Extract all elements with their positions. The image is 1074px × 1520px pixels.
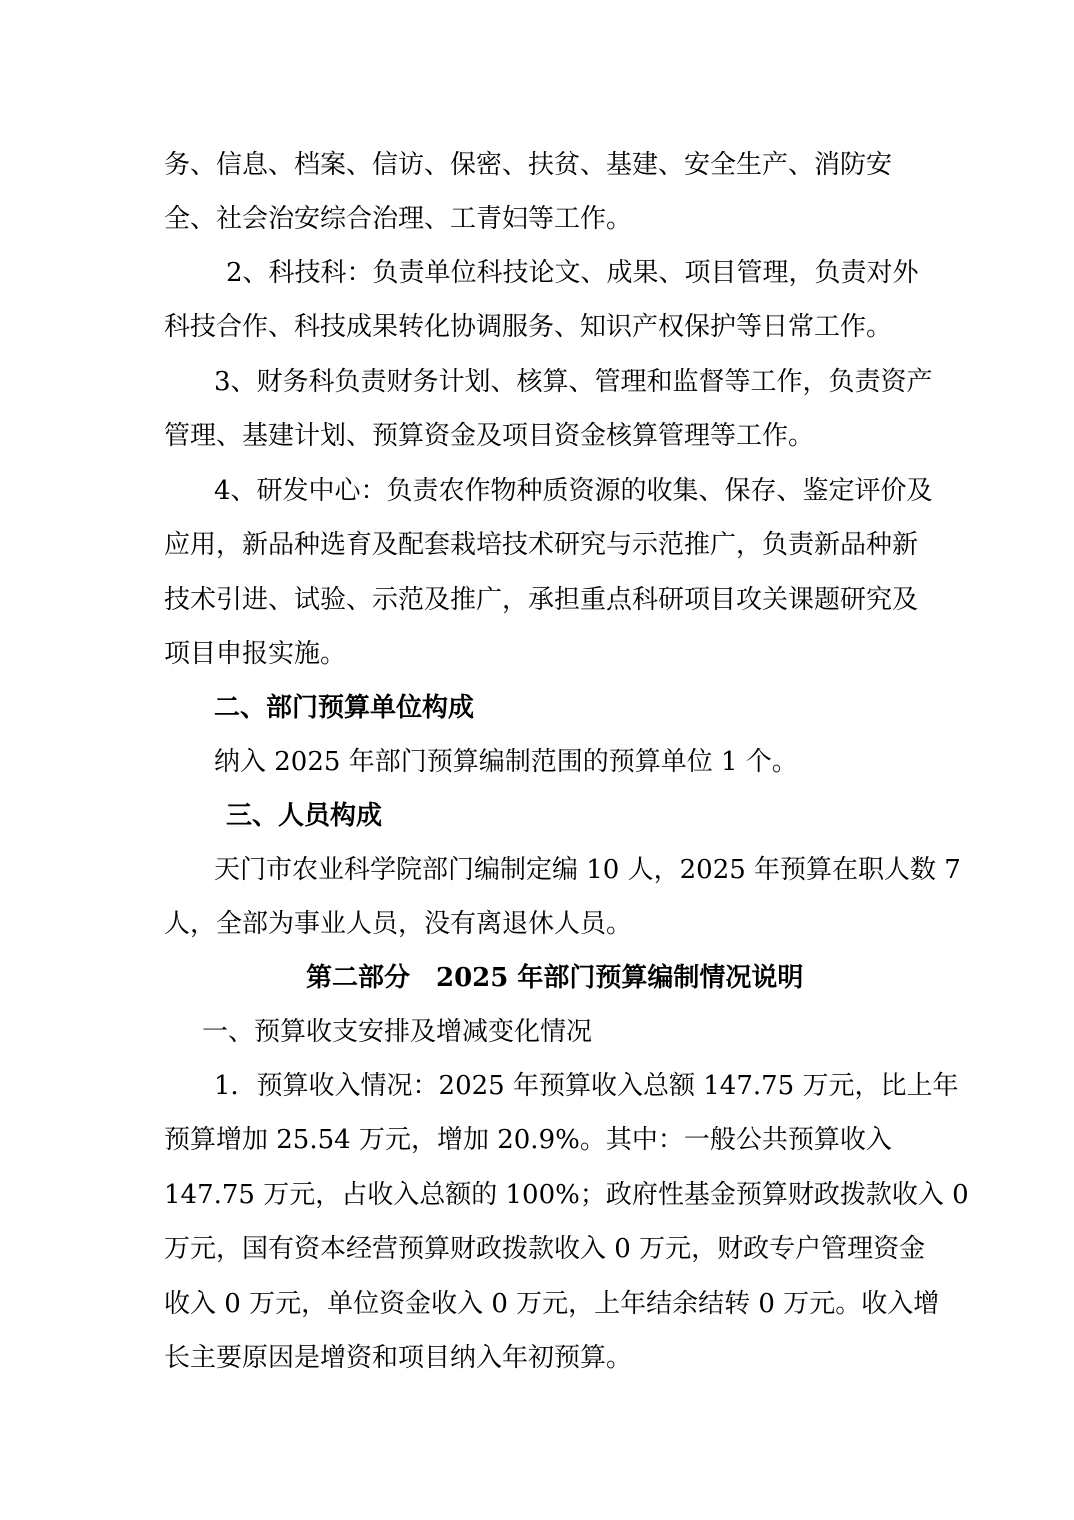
section-heading: 三、人员构成	[226, 801, 383, 831]
paragraph-line: 万元，国有资本经营预算财政拨款收入 0 万元，财政专户管理资金	[164, 1234, 926, 1264]
paragraph-line: 项目申报实施。	[164, 639, 347, 669]
paragraph-line: 1．预算收入情况：2025 年预算收入总额 147.75 万元，比上年	[214, 1071, 959, 1101]
subsection-heading: 一、预算收支安排及增减变化情况	[202, 1017, 593, 1047]
paragraph-line: 收入 0 万元，单位资金收入 0 万元，上年结余结转 0 万元。收入增	[164, 1289, 940, 1319]
paragraph-line: 长主要原因是增资和项目纳入年初预算。	[164, 1343, 633, 1373]
section-heading: 二、部门预算单位构成	[214, 693, 475, 723]
paragraph-line: 4、研发中心：负责农作物种质资源的收集、保存、鉴定评价及	[214, 476, 933, 506]
paragraph-line: 务、信息、档案、信访、保密、扶贫、基建、安全生产、消防安	[164, 150, 893, 180]
paragraph-line: 纳入 2025 年部门预算编制范围的预算单位 1 个。	[214, 747, 798, 777]
paragraph-line: 3、财务科负责财务计划、核算、管理和监督等工作，负责资产	[214, 367, 933, 397]
part-heading: 第二部分 2025 年部门预算编制情况说明	[306, 963, 804, 993]
paragraph-line: 147.75 万元，占收入总额的 100%；政府性基金预算财政拨款收入 0	[164, 1180, 969, 1210]
paragraph-line: 2、科技科：负责单位科技论文、成果、项目管理，负责对外	[226, 258, 919, 288]
paragraph-line: 天门市农业科学院部门编制定编 10 人，2025 年预算在职人数 7	[214, 855, 961, 885]
paragraph-line: 人，全部为事业人员，没有离退休人员。	[164, 909, 633, 939]
paragraph-line: 科技合作、科技成果转化协调服务、知识产权保护等日常工作。	[164, 312, 893, 342]
paragraph-line: 预算增加 25.54 万元，增加 20.9%。其中：一般公共预算收入	[164, 1125, 892, 1155]
paragraph-line: 应用，新品种选育及配套栽培技术研究与示范推广，负责新品种新	[164, 530, 919, 560]
paragraph-line: 技术引进、试验、示范及推广，承担重点科研项目攻关课题研究及	[164, 585, 919, 615]
paragraph-line: 管理、基建计划、预算资金及项目资金核算管理等工作。	[164, 421, 815, 451]
paragraph-line: 全、社会治安综合治理、工青妇等工作。	[164, 204, 633, 234]
